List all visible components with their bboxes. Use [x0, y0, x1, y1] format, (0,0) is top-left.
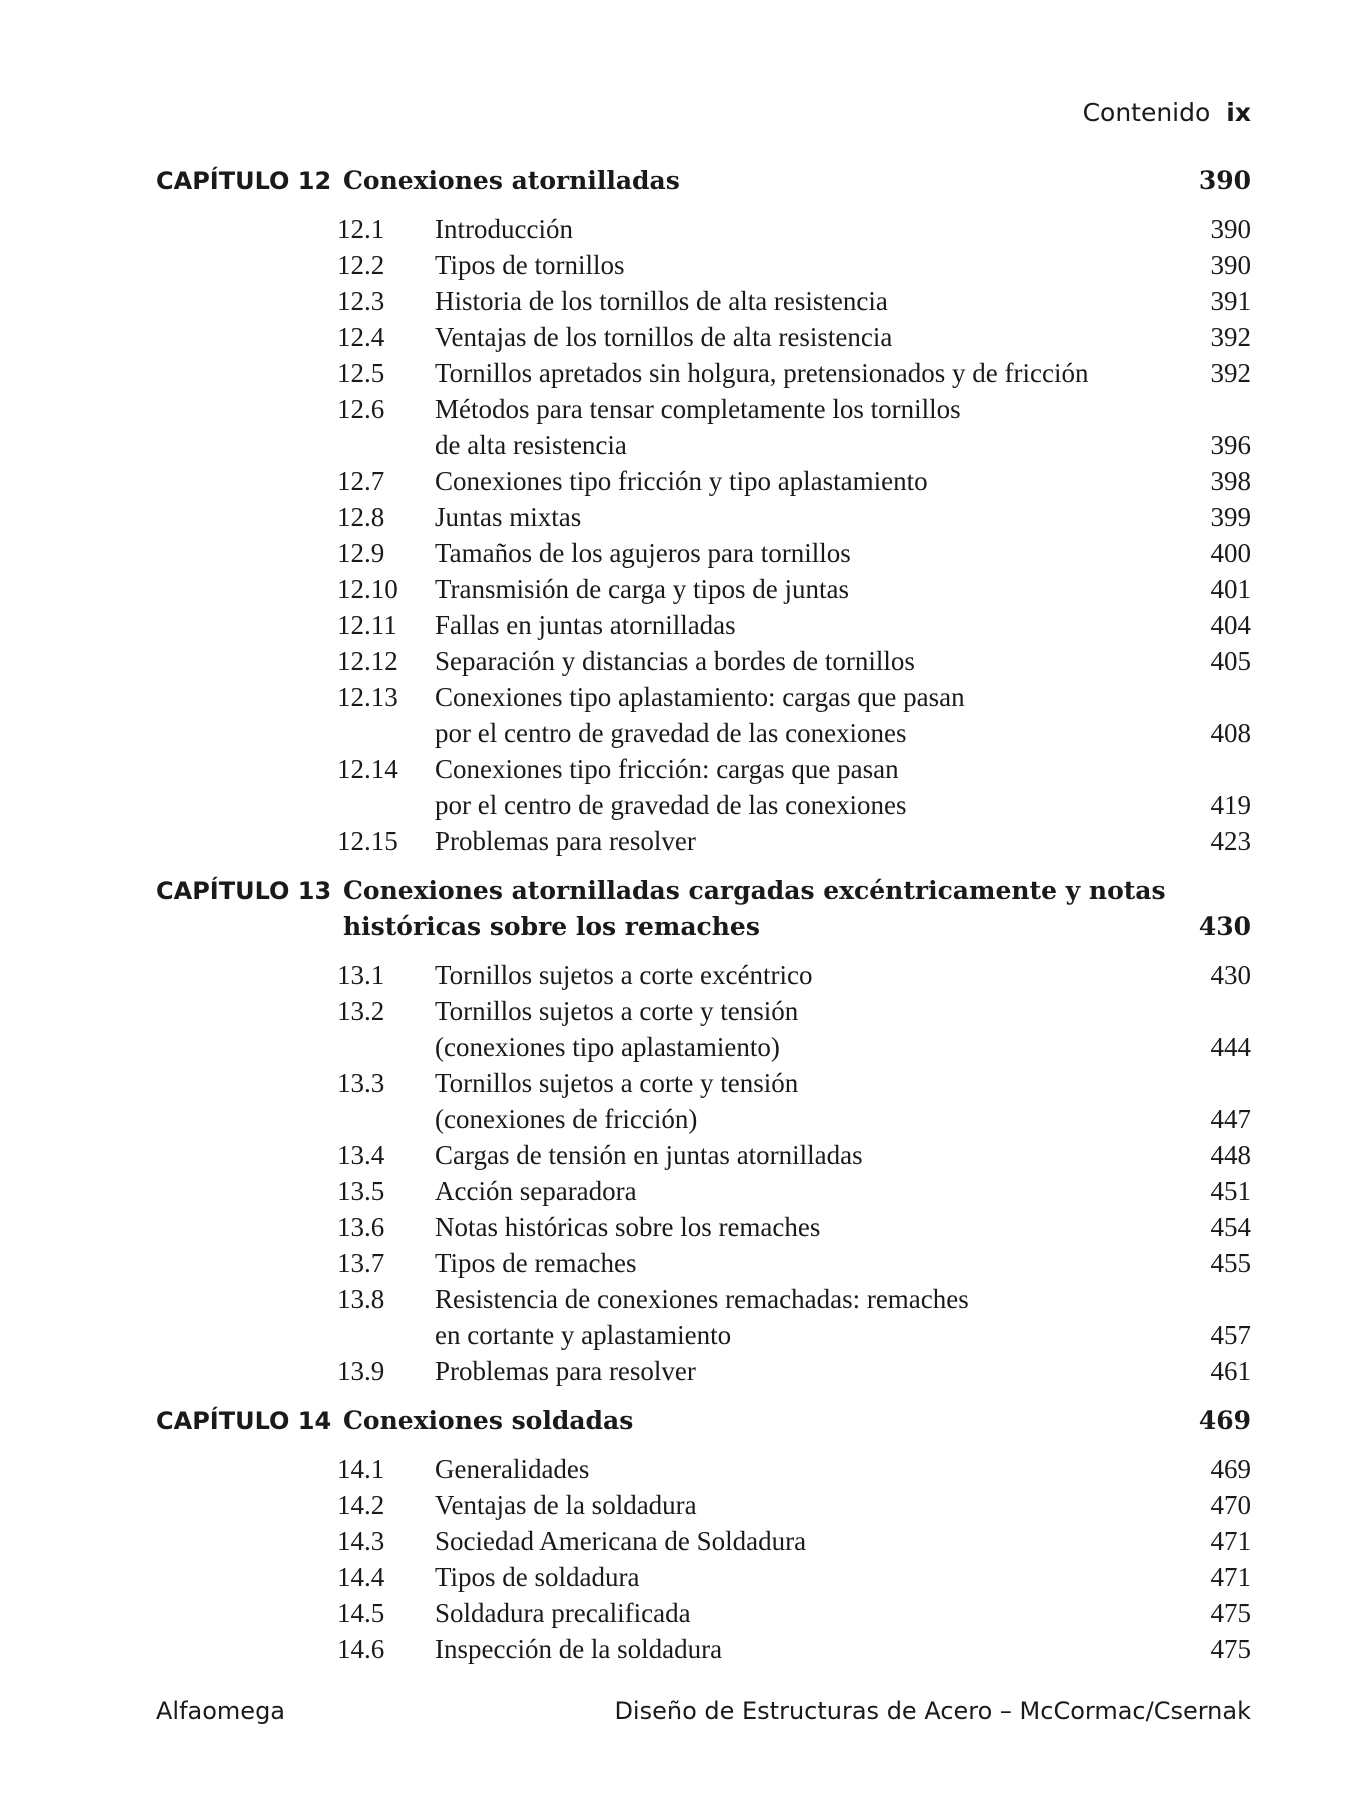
section-page-number: 454	[1210, 1212, 1251, 1242]
section-page-number: 398	[1210, 466, 1251, 496]
toc-entry	[156, 247, 1251, 283]
section-title-line: Conexiones tipo fricción y tipo aplastamiento	[435, 466, 928, 496]
chapter-title	[343, 1403, 1161, 1439]
section-number: 12.7	[337, 466, 385, 496]
toc-entry	[156, 499, 1251, 535]
toc-entry	[156, 643, 1251, 679]
section-page-number: 475	[1210, 1634, 1251, 1664]
section-page-number: 396	[1210, 430, 1251, 460]
section-title	[435, 643, 1181, 679]
toc-entry	[156, 1173, 1251, 1209]
section-title-line: Conexiones tipo fricción: cargas que pasan	[435, 754, 899, 784]
toc-entry	[156, 993, 1251, 1065]
section-page-number: 390	[1210, 214, 1251, 244]
section-title	[435, 1595, 1181, 1631]
section-number: 12.9	[337, 538, 385, 568]
toc-entry	[156, 1487, 1251, 1523]
chapter-title	[343, 163, 1161, 199]
toc-entry	[156, 1595, 1251, 1631]
section-title-line: Tornillos sujetos a corte y tensión	[435, 1068, 799, 1098]
section-page-number: 471	[1210, 1562, 1251, 1592]
chapter-label: CAPÍTULO 13	[156, 877, 332, 905]
section-title	[435, 751, 1181, 823]
toc-entry	[156, 1451, 1251, 1487]
section-number: 13.8	[337, 1284, 385, 1314]
chapter-heading	[156, 1403, 1251, 1439]
toc-entry	[156, 1245, 1251, 1281]
chapter-title-line: Conexiones atornilladas cargadas excéntricamente y notas	[343, 876, 1166, 905]
chapter-label: CAPÍTULO 12	[156, 167, 332, 195]
section-title-line: Fallas en juntas atornilladas	[435, 610, 736, 640]
section-title-line: Juntas mixtas	[435, 502, 582, 532]
section-number: 12.4	[337, 322, 385, 352]
section-number: 13.4	[337, 1140, 385, 1170]
section-title	[435, 1559, 1181, 1595]
section-number: 14.6	[337, 1634, 385, 1664]
section-title-line: Tornillos sujetos a corte excéntrico	[435, 960, 813, 990]
section-title	[435, 1137, 1181, 1173]
section-number: 12.12	[337, 646, 398, 676]
toc-entry	[156, 463, 1251, 499]
section-title-line: Inspección de la soldadura	[435, 1634, 723, 1664]
section-title	[435, 1451, 1181, 1487]
chapter-heading	[156, 873, 1251, 945]
section-page-number: 404	[1210, 610, 1251, 640]
section-number: 12.6	[337, 394, 385, 424]
section-number: 12.1	[337, 214, 385, 244]
section-title	[435, 1173, 1181, 1209]
section-title-line: Generalidades	[435, 1454, 590, 1484]
section-title	[435, 957, 1181, 993]
section-title	[435, 1523, 1181, 1559]
toc-entry	[156, 1559, 1251, 1595]
toc-entry	[156, 391, 1251, 463]
section-title	[435, 463, 1181, 499]
section-page-number: 448	[1210, 1140, 1251, 1170]
section-title-line: de alta resistencia	[435, 430, 627, 460]
section-page-number: 399	[1210, 502, 1251, 532]
section-page-number: 419	[1210, 790, 1251, 820]
section-title	[435, 283, 1181, 319]
section-title-line: Conexiones tipo aplastamiento: cargas que pasan	[435, 682, 965, 712]
section-page-number: 457	[1210, 1320, 1251, 1350]
section-title-line: Problemas para resolver	[435, 1356, 696, 1386]
section-page-number: 401	[1210, 574, 1251, 604]
chapter-page-number: 430	[1198, 912, 1251, 941]
section-title	[435, 1631, 1181, 1667]
section-number: 12.3	[337, 286, 385, 316]
toc-entry	[156, 1065, 1251, 1137]
section-number: 14.5	[337, 1598, 385, 1628]
section-page-number: 444	[1210, 1032, 1251, 1062]
section-title-line: Separación y distancias a bordes de tornillos	[435, 646, 915, 676]
section-page-number: 461	[1210, 1356, 1251, 1386]
section-page-number: 469	[1210, 1454, 1251, 1484]
chapter-title-line: Conexiones atornilladas	[343, 166, 680, 195]
section-title-line: Acción separadora	[435, 1176, 637, 1206]
section-title-line: por el centro de gravedad de las conexiones	[435, 790, 907, 820]
toc-entry	[156, 355, 1251, 391]
section-title	[435, 391, 1181, 463]
section-number: 14.1	[337, 1454, 385, 1484]
section-title	[435, 211, 1181, 247]
section-title-line: Historia de los tornillos de alta resistencia	[435, 286, 888, 316]
section-title-line: por el centro de gravedad de las conexiones	[435, 718, 907, 748]
section-number: 12.11	[337, 610, 397, 640]
section-number: 13.7	[337, 1248, 385, 1278]
chapter-page-number: 469	[1198, 1406, 1251, 1435]
section-number: 12.8	[337, 502, 385, 532]
section-title	[435, 1065, 1181, 1137]
section-title-line: Tipos de tornillos	[435, 250, 625, 280]
chapter-title-line: históricas sobre los remaches	[343, 912, 760, 941]
section-title-line: Resistencia de conexiones remachadas: remaches	[435, 1284, 969, 1314]
toc-entry	[156, 607, 1251, 643]
chapter-section-list	[156, 1451, 1251, 1667]
table-of-contents	[156, 163, 1251, 1667]
section-page-number: 475	[1210, 1598, 1251, 1628]
toc-entry	[156, 535, 1251, 571]
section-number: 12.15	[337, 826, 398, 856]
page-number: ix	[1226, 98, 1251, 127]
section-title-line: Tipos de soldadura	[435, 1562, 640, 1592]
chapter-heading	[156, 163, 1251, 199]
section-title	[435, 823, 1181, 859]
section-page-number: 392	[1210, 322, 1251, 352]
footer-book-title: Diseño de Estructuras de Acero – McCormac/Csernak	[614, 1697, 1251, 1725]
chapter-title-line: Conexiones soldadas	[343, 1406, 634, 1435]
section-page-number: 408	[1210, 718, 1251, 748]
section-number: 12.5	[337, 358, 385, 388]
section-title	[435, 1281, 1181, 1353]
section-title	[435, 535, 1181, 571]
section-number: 14.4	[337, 1562, 385, 1592]
section-title-line: Introducción	[435, 214, 573, 244]
section-title	[435, 1209, 1181, 1245]
section-page-number: 430	[1210, 960, 1251, 990]
footer-publisher: Alfaomega	[156, 1697, 286, 1725]
toc-entry	[156, 1523, 1251, 1559]
section-page-number: 455	[1210, 1248, 1251, 1278]
toc-entry	[156, 751, 1251, 823]
section-number: 13.5	[337, 1176, 385, 1206]
section-title-line: Ventajas de la soldadura	[435, 1490, 697, 1520]
toc-entry	[156, 1281, 1251, 1353]
toc-entry	[156, 679, 1251, 751]
section-title-line: Ventajas de los tornillos de alta resistencia	[435, 322, 893, 352]
section-title-line: Métodos para tensar completamente los tornillos	[435, 394, 961, 424]
section-title	[435, 1353, 1181, 1389]
section-title	[435, 319, 1181, 355]
toc-entry	[156, 1353, 1251, 1389]
section-title	[435, 499, 1181, 535]
section-number: 12.14	[337, 754, 398, 784]
section-number: 13.1	[337, 960, 385, 990]
toc-entry	[156, 1209, 1251, 1245]
section-title-line: Tornillos apretados sin holgura, pretensionados y de fricción	[435, 358, 1089, 388]
section-page-number: 423	[1210, 826, 1251, 856]
section-title-line: en cortante y aplastamiento	[435, 1320, 732, 1350]
toc-entry	[156, 283, 1251, 319]
toc-entry	[156, 957, 1251, 993]
section-title	[435, 679, 1181, 751]
section-page-number: 400	[1210, 538, 1251, 568]
section-number: 13.9	[337, 1356, 385, 1386]
section-title-line: Transmisión de carga y tipos de juntas	[435, 574, 849, 604]
section-page-number: 405	[1210, 646, 1251, 676]
toc-entry	[156, 571, 1251, 607]
section-title	[435, 1245, 1181, 1281]
chapter-page-number: 390	[1198, 166, 1251, 195]
section-title-line: Sociedad Americana de Soldadura	[435, 1526, 807, 1556]
section-number: 13.2	[337, 996, 385, 1026]
section-title-line: Tipos de remaches	[435, 1248, 637, 1278]
section-number: 14.3	[337, 1526, 385, 1556]
toc-entry	[156, 1137, 1251, 1173]
section-number: 12.13	[337, 682, 398, 712]
section-title-line: (conexiones tipo aplastamiento)	[435, 1032, 780, 1062]
section-title	[435, 355, 1181, 391]
section-title-line: Notas históricas sobre los remaches	[435, 1212, 821, 1242]
section-page-number: 447	[1210, 1104, 1251, 1134]
chapter-title	[343, 873, 1166, 945]
section-title-line: Tornillos sujetos a corte y tensión	[435, 996, 799, 1026]
section-page-number: 390	[1210, 250, 1251, 280]
section-title-line: Problemas para resolver	[435, 826, 696, 856]
section-title	[435, 1487, 1181, 1523]
chapter-label: CAPÍTULO 14	[156, 1407, 332, 1435]
section-number: 14.2	[337, 1490, 385, 1520]
running-head	[1083, 98, 1251, 127]
section-page-number: 451	[1210, 1176, 1251, 1206]
section-number: 12.2	[337, 250, 385, 280]
section-title	[435, 607, 1181, 643]
section-number: 13.6	[337, 1212, 385, 1242]
section-title	[435, 571, 1181, 607]
section-title-line: Tamaños de los agujeros para tornillos	[435, 538, 851, 568]
section-title	[435, 993, 1181, 1065]
section-page-number: 392	[1210, 358, 1251, 388]
toc-entry	[156, 1631, 1251, 1667]
section-number: 12.10	[337, 574, 398, 604]
toc-entry	[156, 823, 1251, 859]
section-title-line: (conexiones de fricción)	[435, 1104, 698, 1134]
chapter-section-list	[156, 957, 1251, 1389]
section-title	[435, 247, 1181, 283]
section-title-line: Soldadura precalificada	[435, 1598, 691, 1628]
section-page-number: 470	[1210, 1490, 1251, 1520]
section-page-number: 471	[1210, 1526, 1251, 1556]
section-page-number: 391	[1210, 286, 1251, 316]
section-number: 13.3	[337, 1068, 385, 1098]
toc-entry	[156, 211, 1251, 247]
running-head-label: Contenido	[1082, 98, 1211, 127]
chapter-section-list	[156, 211, 1251, 859]
section-title-line: Cargas de tensión en juntas atornilladas	[435, 1140, 863, 1170]
toc-entry	[156, 319, 1251, 355]
